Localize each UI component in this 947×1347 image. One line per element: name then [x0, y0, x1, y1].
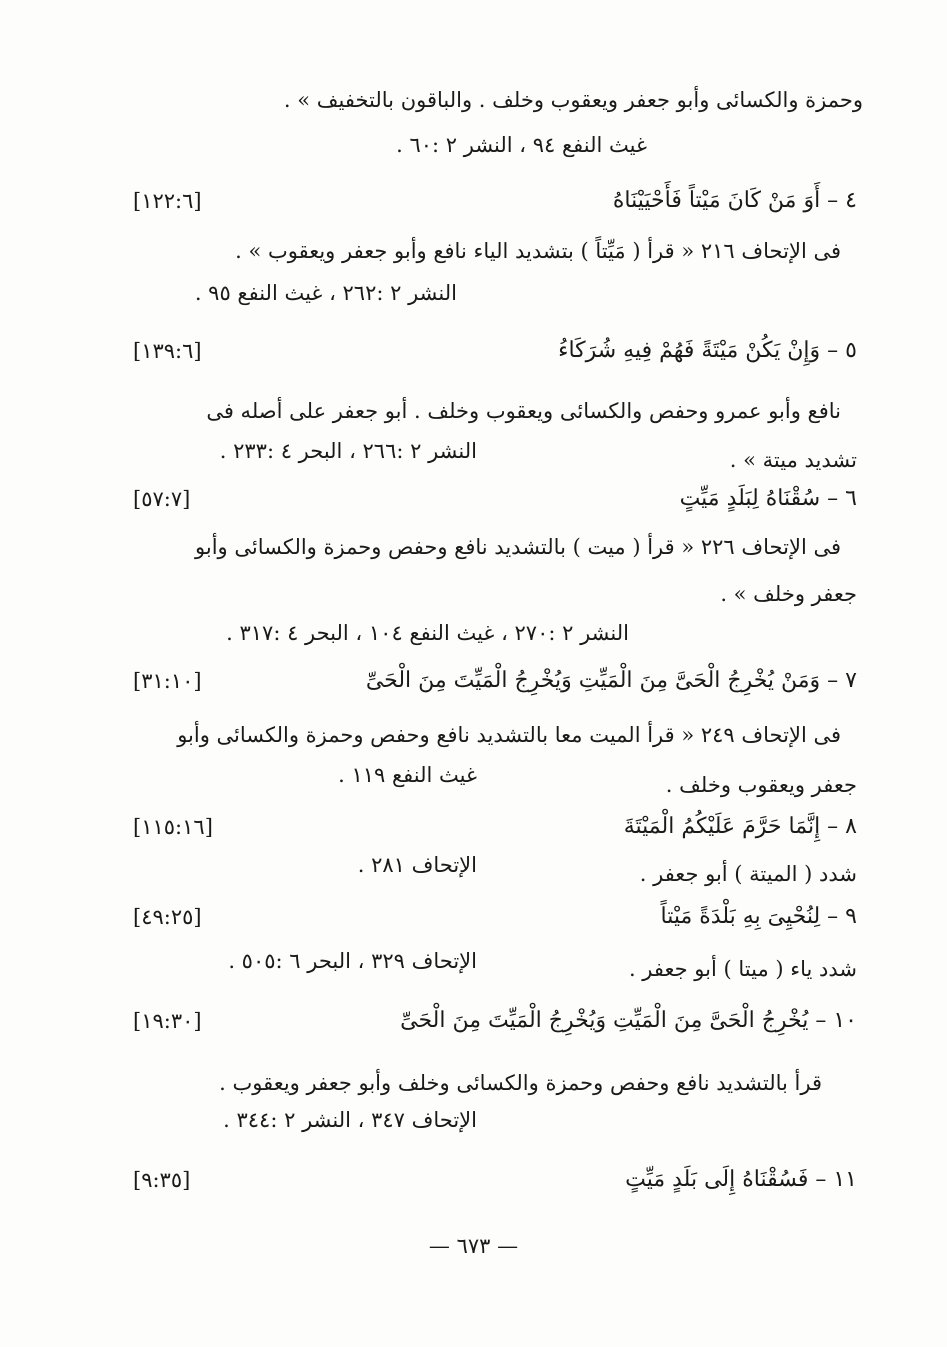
source-line: غيث النفع ١١٩ .	[338, 763, 477, 787]
verse-7: ٧ – وَمَنْ يُخْرِجُ الْحَىَّ مِنَ الْمَيِّتِ وَيُخْرِجُ الْمَيِّتَ مِنَ الْحَىِّ	[365, 668, 857, 693]
text-line: فى الإتحاف ٢٤٩ « قرأ الميت معا بالتشديد نافع وحفص وحمزة والكسائى وأبو	[177, 723, 841, 747]
verse-9: ٩ – لِنُحْيِىَ بِهِ بَلْدَةً مَيْتاً	[660, 904, 857, 929]
verse-5: ٥ – وَإِنْ يَكُنْ مَيْتَةً فَهُمْ فِيهِ شُرَكَاءُ	[558, 338, 857, 363]
source-line: الإتحاف ٢٨١ .	[357, 853, 477, 877]
text-line: نافع وأبو عمرو وحفص والكسائى ويعقوب وخلف . أبو جعفر على أصله فى	[206, 399, 841, 423]
verse-4: ٤ – أَوَ مَنْ كَانَ مَيْتاً فَأَحْيَيْنَاهُ	[612, 188, 857, 213]
text-line: قرأ بالتشديد نافع وحفص وحمزة والكسائى وخلف وأبو جعفر ويعقوب .	[219, 1071, 822, 1095]
verse-ref: [٩:٣٥]	[133, 1168, 191, 1192]
source-line: غيث النفع ٩٤ ، النشر ٢ :٦٠ .	[396, 133, 647, 157]
text-line: جعفر ويعقوب وخلف .	[665, 773, 857, 797]
source-line: النشر ٢ :٢٦٦ ، البحر ٤ :٢٣٣ .	[219, 439, 477, 463]
verse-8: ٨ – إِنَّمَا حَرَّمَ عَلَيْكُمُ الْمَيْتَةَ	[623, 814, 857, 839]
verse-ref: [١١٥:١٦]	[133, 815, 213, 839]
verse-ref: [١٢٢:٦]	[133, 189, 202, 213]
verse-ref: [١٣٩:٦]	[133, 339, 202, 363]
source-line: الإتحاف ٣٤٧ ، النشر ٢ :٣٤٤ .	[223, 1108, 477, 1132]
text-line: وحمزة والكسائى وأبو جعفر ويعقوب وخلف . والباقون بالتخفيف » .	[283, 88, 863, 112]
verse-6: ٦ – سُقْنَاهُ لِبَلَدٍ مَيِّتٍ	[679, 486, 857, 511]
text-line: فى الإتحاف ٢٢٦ « قرأ ( ميت ) بالتشديد نافع وحفص وحمزة والكسائى وأبو	[195, 535, 841, 559]
verse-11: ١١ – فَسُقْنَاهُ إِلَى بَلَدٍ مَيِّتٍ	[625, 1167, 857, 1192]
verse-10: ١٠ – يُخْرِجُ الْحَىَّ مِنَ الْمَيِّتِ وَيُخْرِجُ الْمَيِّتَ مِنَ الْحَىِّ	[400, 1008, 857, 1033]
source-line: النشر ٢ :٢٧٠ ، غيث النفع ١٠٤ ، البحر ٤ :٣١٧ .	[226, 621, 629, 645]
text-line: جعفر وخلف » .	[720, 582, 857, 606]
verse-ref: [٣١:١٠]	[133, 669, 202, 693]
text-line: تشديد ميتة » .	[729, 448, 857, 472]
verse-ref: [٤٩:٢٥]	[133, 905, 202, 929]
source-line: النشر ٢ :٢٦٢ ، غيث النفع ٩٥ .	[194, 281, 457, 305]
text-line: فى الإتحاف ٢١٦ « قرأ ( مَيِّتاً ) بتشديد الياء نافع وأبو جعفر ويعقوب » .	[235, 239, 841, 263]
text-line: شدد ياء ( ميتا ) أبو جعفر .	[628, 957, 857, 981]
source-line: الإتحاف ٣٢٩ ، البحر ٦ :٥٠٥ .	[228, 949, 477, 973]
text-line: شدد ( الميتة ) أبو جعفر .	[639, 862, 857, 886]
page-number: — ٦٧٣ —	[428, 1234, 519, 1258]
verse-ref: [١٩:٣٠]	[133, 1009, 202, 1033]
verse-ref: [٥٧:٧]	[133, 487, 191, 511]
